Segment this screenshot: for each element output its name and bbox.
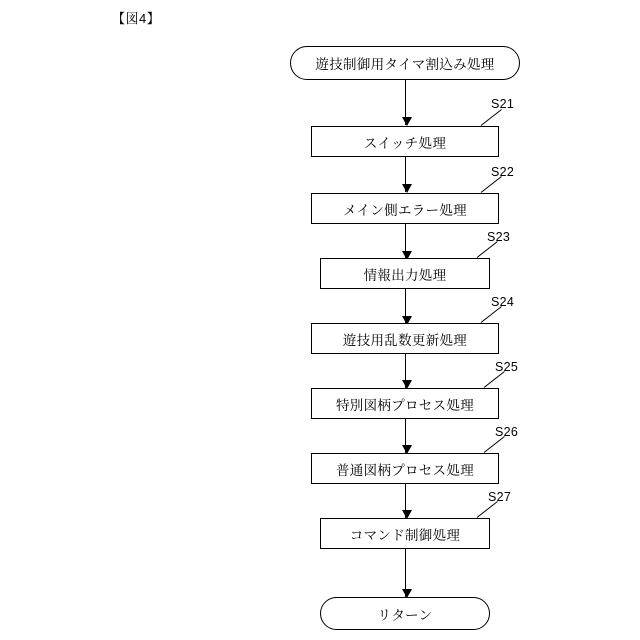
flowchart-node-s21-label: スイッチ処理: [363, 135, 447, 151]
flowchart-node-s27-label: コマンド制御処理: [349, 527, 461, 543]
flowchart-node-s22: [311, 193, 499, 224]
flowchart-arrow-s25-s26: [405, 419, 406, 453]
flowchart-arrow-s26-s27: [405, 484, 406, 518]
flowchart-tag-s21: S21: [491, 97, 515, 111]
flowchart-node-s23-label: 情報出力処理: [363, 267, 447, 283]
flowchart-tag-s26: S26: [495, 425, 519, 439]
flowchart-node-s25: [311, 388, 499, 419]
flowchart-tagline-s21: [481, 109, 502, 126]
flowchart-node-s26: [311, 453, 499, 484]
flowchart-arrow-s21-s22: [405, 157, 406, 192]
flowchart-node-s22-label: メイン側エラー処理: [343, 202, 467, 218]
flowchart-node-s21: [311, 126, 499, 157]
flowchart-tag-s24: S24: [491, 295, 515, 309]
figure-label: 【図4】: [112, 11, 161, 26]
flowchart-arrow-s23-s24: [405, 289, 406, 324]
flowchart-tag-s27: S27: [488, 490, 512, 504]
flowchart-node-s27: [320, 518, 490, 549]
flowchart-tag-s23: S23: [487, 230, 511, 244]
flowchart-arrow-s24-s25: [405, 354, 406, 388]
flowchart-tag-s22: S22: [491, 165, 515, 179]
flowchart-start-label: 遊技制御用タイマ割込み処理: [315, 57, 495, 72]
flowchart-end-node: [320, 597, 490, 630]
flowchart-arrow-s22-s23: [405, 224, 406, 259]
flowchart-node-s24: [311, 323, 499, 354]
flowchart-node-s24-label: 遊技用乱数更新処理: [342, 332, 468, 348]
flowchart-end-label: リターン: [377, 607, 433, 623]
flowchart-node-s23: [320, 258, 490, 289]
flowchart-tag-s25: S25: [495, 360, 519, 374]
flowchart-start-node: [290, 46, 520, 80]
flowchart-node-s25-label: 特別図柄プロセス処理: [336, 397, 474, 413]
flowchart-arrow-s27-end: [405, 549, 406, 597]
flowchart-arrow-start-s21: [405, 80, 406, 125]
flowchart-node-s26-label: 普通図柄プロセス処理: [336, 462, 474, 478]
